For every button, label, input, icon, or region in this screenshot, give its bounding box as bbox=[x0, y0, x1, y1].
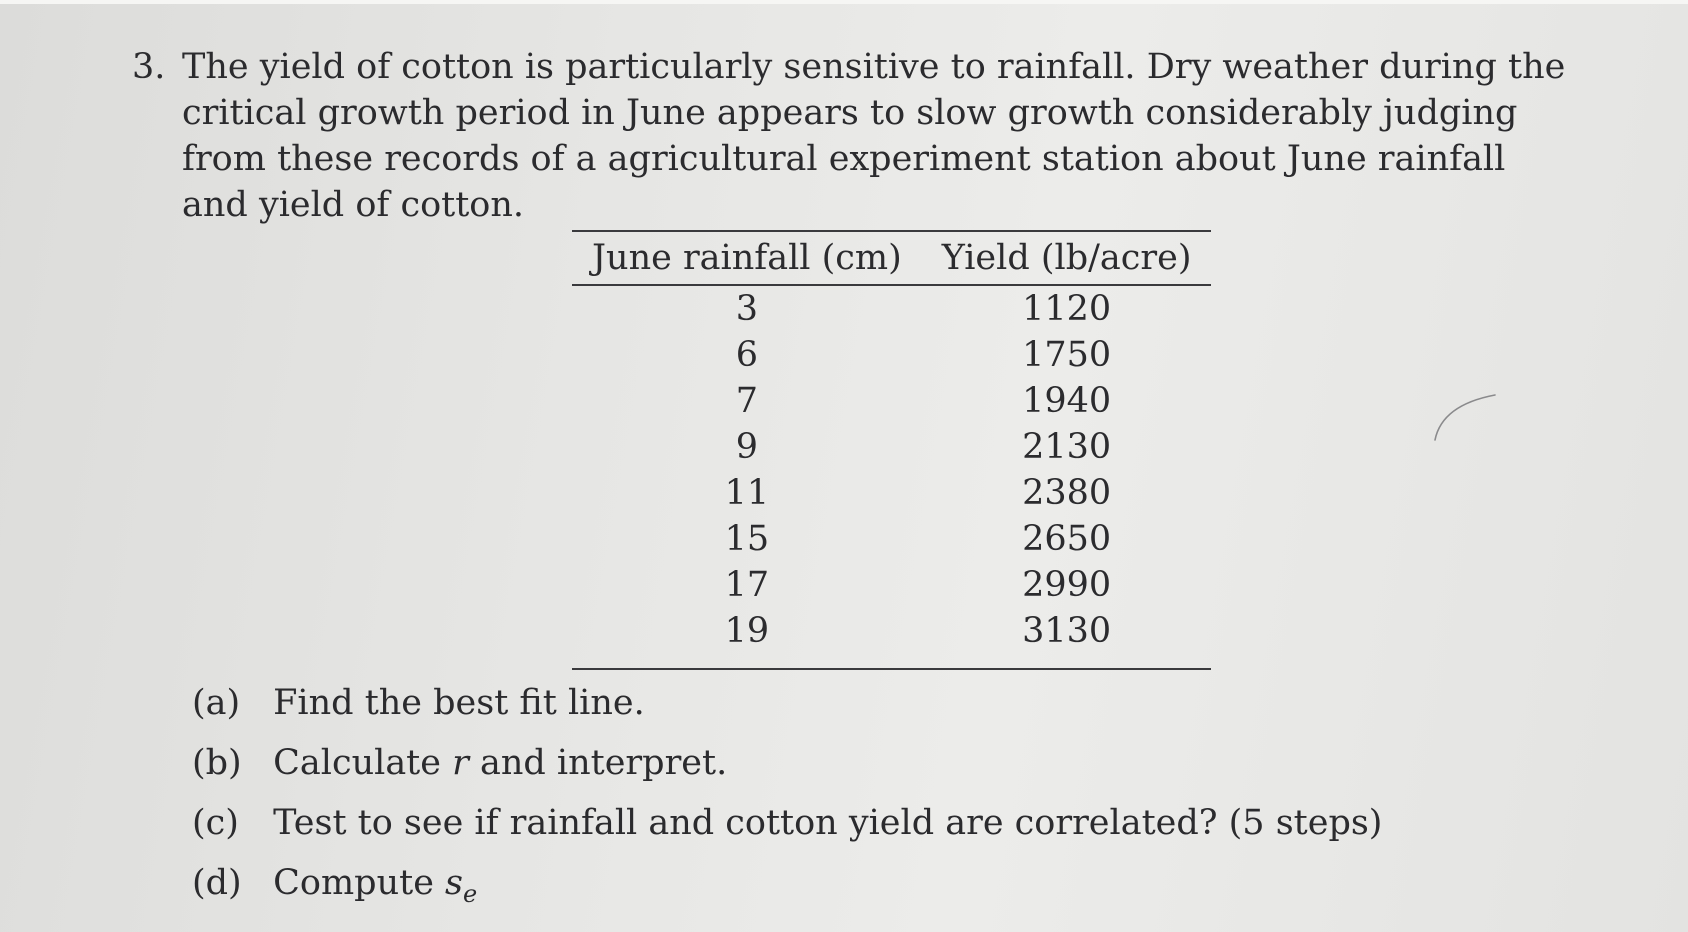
part-a-label: (a) bbox=[192, 683, 241, 723]
table-row bbox=[572, 608, 1211, 669]
part-c-label: (c) bbox=[192, 803, 239, 843]
part-d-pre: Compute bbox=[273, 863, 434, 903]
yield-cell: 2380 bbox=[1022, 473, 1112, 513]
yield-cell: 1750 bbox=[1022, 335, 1112, 375]
table-row bbox=[572, 285, 1211, 332]
rainfall-cell: 19 bbox=[724, 611, 770, 651]
rainfall-cell: 6 bbox=[735, 335, 758, 375]
part-b-variable: r bbox=[452, 743, 469, 783]
part-d-text bbox=[273, 860, 477, 917]
rainfall-cell: 17 bbox=[724, 565, 770, 605]
question-parts bbox=[192, 680, 1382, 920]
page-top-edge bbox=[0, 0, 1688, 4]
yield-cell: 2990 bbox=[1022, 565, 1112, 605]
part-b-pre: Calculate bbox=[273, 743, 441, 783]
yield-cell: 2650 bbox=[1022, 519, 1112, 559]
part-b-post: and interpret. bbox=[479, 743, 728, 783]
yield-cell: 1120 bbox=[1022, 289, 1112, 329]
part-d-subscript: e bbox=[463, 880, 478, 908]
table-row bbox=[572, 332, 1211, 378]
table-header-row bbox=[572, 231, 1211, 285]
part-d-variable: s bbox=[445, 863, 464, 903]
header-rainfall: June rainfall (cm) bbox=[592, 238, 902, 278]
part-a bbox=[192, 680, 1382, 740]
yield-cell: 1940 bbox=[1022, 381, 1112, 421]
yield-cell: 2130 bbox=[1022, 427, 1112, 467]
part-b-text bbox=[273, 740, 727, 786]
problem-text: The yield of cotton is particularly sensitive to rainfall. Dry weather during the critical growth period in June appears to slow growth considerably judging from these records of a agricultural experiment station about June rainfall and yield of cotton. bbox=[182, 47, 1566, 225]
rainfall-cell: 3 bbox=[735, 289, 758, 329]
table-row bbox=[572, 562, 1211, 608]
part-d-label: (d) bbox=[192, 863, 242, 903]
part-c bbox=[192, 800, 1382, 860]
header-yield: Yield (lb/acre) bbox=[941, 238, 1192, 278]
rainfall-cell: 7 bbox=[735, 381, 758, 421]
table-row bbox=[572, 424, 1211, 470]
part-b bbox=[192, 740, 1382, 800]
part-c-text: Test to see if rainfall and cotton yield are correlated? (5 steps) bbox=[273, 803, 1383, 843]
table-row bbox=[572, 516, 1211, 562]
part-a-text: Find the best fit line. bbox=[273, 683, 645, 723]
table-row bbox=[572, 470, 1211, 516]
pen-stroke-mark bbox=[1430, 390, 1510, 450]
yield-cell: 3130 bbox=[1022, 611, 1112, 651]
part-b-label: (b) bbox=[192, 743, 242, 783]
part-d bbox=[192, 860, 1382, 920]
rainfall-cell: 9 bbox=[735, 427, 758, 467]
rainfall-cell: 11 bbox=[724, 473, 770, 513]
rainfall-yield-table bbox=[572, 230, 1211, 670]
problem-number: 3. bbox=[132, 47, 166, 87]
rainfall-cell: 15 bbox=[724, 519, 770, 559]
table-row bbox=[572, 378, 1211, 424]
